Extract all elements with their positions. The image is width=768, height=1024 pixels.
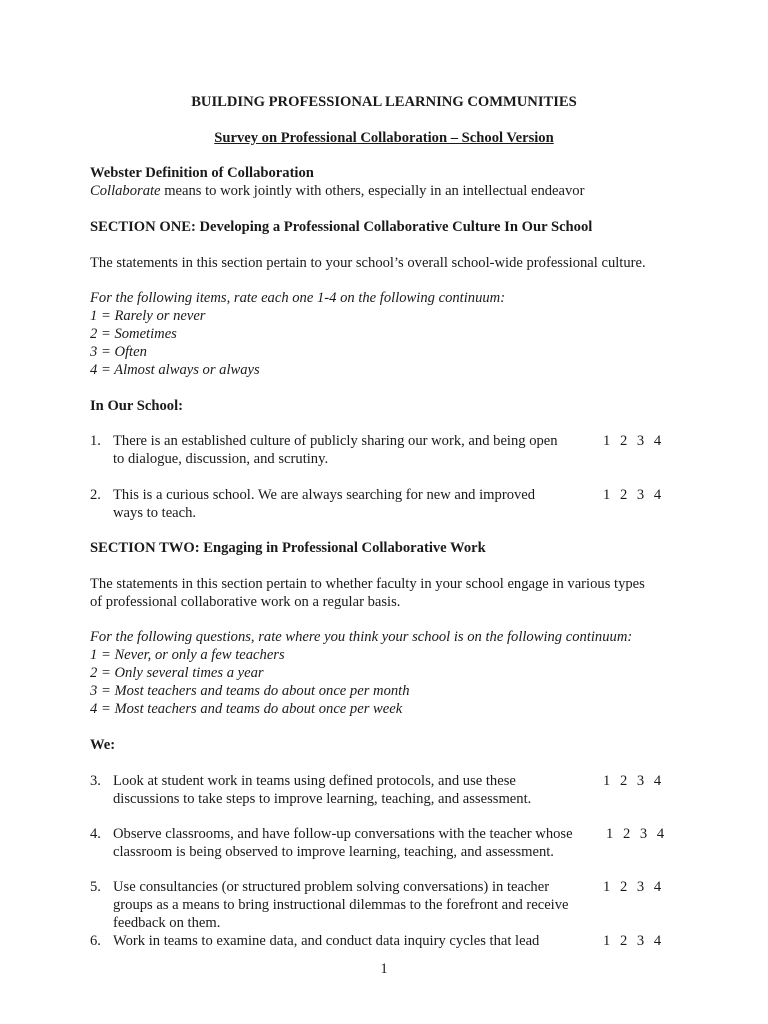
scale-item: 1 = Rarely or never bbox=[90, 308, 206, 324]
document-subtitle: Survey on Professional Collaboration – School Version bbox=[214, 130, 554, 146]
section-two-instruction: For the following questions, rate where you think your school is on the following continuum: bbox=[90, 629, 633, 645]
item-number: 6. bbox=[90, 933, 101, 949]
section-two-intro: of professional collaborative work on a regular basis. bbox=[90, 594, 401, 610]
item-text: Look at student work in teams using defined protocols, and use these bbox=[113, 773, 516, 789]
scale-item: 2 = Sometimes bbox=[90, 326, 177, 342]
item-text: Work in teams to examine data, and conduct data inquiry cycles that lead bbox=[113, 933, 540, 949]
item-text: to dialogue, discussion, and scrutiny. bbox=[113, 451, 329, 467]
definition-heading: Webster Definition of Collaboration bbox=[90, 165, 314, 181]
section-one-instruction: For the following items, rate each one 1-4 on the following continuum: bbox=[90, 290, 506, 306]
item-number: 1. bbox=[90, 433, 101, 449]
rating-scale[interactable]: 1 2 3 4 bbox=[603, 487, 662, 503]
item-text: Use consultancies (or structured problem solving conversations) in teacher bbox=[113, 879, 550, 895]
item-text: Observe classrooms, and have follow-up conversations with the teacher whose bbox=[113, 826, 573, 842]
item-number: 4. bbox=[90, 826, 101, 842]
item-text: groups as a means to bring instructional dilemmas to the forefront and receive bbox=[113, 897, 569, 913]
item-number: 3. bbox=[90, 773, 101, 789]
item-number: 2. bbox=[90, 487, 101, 503]
scale-item: 2 = Only several times a year bbox=[90, 665, 264, 681]
page-number: 1 bbox=[380, 961, 388, 977]
section-one-heading: SECTION ONE: Developing a Professional Collaborative Culture In Our School bbox=[90, 219, 593, 235]
item-text: discussions to take steps to improve learning, teaching, and assessment. bbox=[113, 791, 532, 807]
definition-text bbox=[90, 182, 584, 200]
section-one-intro: The statements in this section pertain to your school’s overall school-wide professional culture. bbox=[90, 255, 646, 271]
definition-term: Collaborate bbox=[90, 183, 161, 199]
rating-scale[interactable]: 1 2 3 4 bbox=[603, 433, 662, 449]
scale-item: 3 = Often bbox=[90, 344, 147, 360]
rating-scale[interactable]: 1 2 3 4 bbox=[606, 826, 665, 842]
scale-item: 3 = Most teachers and teams do about once per month bbox=[90, 683, 410, 699]
section-one-group-label: In Our School: bbox=[90, 398, 183, 414]
item-text: classroom is being observed to improve learning, teaching, and assessment. bbox=[113, 844, 554, 860]
document-title: BUILDING PROFESSIONAL LEARNING COMMUNITIES bbox=[191, 94, 577, 110]
scale-item: 4 = Almost always or always bbox=[90, 362, 260, 378]
scale-item: 4 = Most teachers and teams do about once per week bbox=[90, 701, 403, 717]
section-two-group-label: We: bbox=[90, 737, 116, 753]
item-text: There is an established culture of publicly sharing our work, and being open bbox=[113, 433, 558, 449]
item-text: feedback on them. bbox=[113, 915, 221, 931]
scale-item: 1 = Never, or only a few teachers bbox=[90, 647, 285, 663]
item-number: 5. bbox=[90, 879, 101, 895]
definition-body: means to work jointly with others, especially in an intellectual endeavor bbox=[160, 183, 585, 199]
item-text: ways to teach. bbox=[113, 505, 197, 521]
rating-scale[interactable]: 1 2 3 4 bbox=[603, 933, 662, 949]
item-text: This is a curious school. We are always searching for new and improved bbox=[113, 487, 536, 503]
rating-scale[interactable]: 1 2 3 4 bbox=[603, 879, 662, 895]
section-two-intro: The statements in this section pertain to whether faculty in your school engage in various types bbox=[90, 576, 645, 592]
rating-scale[interactable]: 1 2 3 4 bbox=[603, 773, 662, 789]
section-two-heading: SECTION TWO: Engaging in Professional Collaborative Work bbox=[90, 540, 486, 556]
